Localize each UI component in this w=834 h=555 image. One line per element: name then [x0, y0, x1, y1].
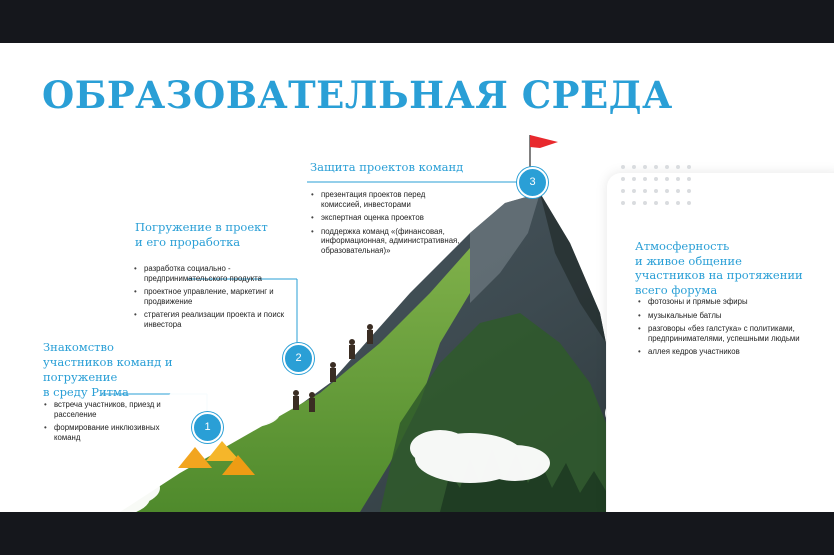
stage-2-list: [132, 264, 292, 334]
stage-2-number: 2: [283, 343, 314, 374]
list-item: • стратегия реализации проекта и поиск инвестора: [132, 310, 292, 329]
stage-1-title: [43, 340, 173, 400]
list-item: • формирование инклюзивных команд: [42, 423, 162, 442]
list-item: • разработка социально - предпринимательского продукта: [132, 264, 292, 283]
slide: [0, 43, 834, 512]
slide-title: ОБРАЗОВАТЕЛЬНАЯ СРЕДА: [42, 73, 673, 117]
stage-title-line: в среду Ритма: [43, 385, 129, 399]
atmosphere-card-title: [635, 239, 803, 297]
stage-1-list: [42, 400, 162, 446]
card-title-line: Атмосферность: [635, 239, 730, 253]
list-item: • фотозоны и прямые эфиры: [636, 297, 816, 307]
list-item: • аллея кедров участников: [636, 347, 816, 357]
stage-title-line: участников команд и: [43, 355, 173, 369]
stage-title-line: погружение: [43, 370, 118, 384]
list-item: • проектное управление, маркетинг и продвижение: [132, 287, 292, 306]
list-item: • экспертная оценка проектов: [309, 213, 467, 223]
stage-title-line: Погружение в проект: [135, 220, 268, 234]
stage-3-number: 3: [517, 167, 548, 198]
list-item: • разговоры «без галстука» с политиками, предпринимателями, успешными людьми: [636, 324, 816, 343]
list-item: • встреча участников, приезд и расселение: [42, 400, 162, 419]
card-title-line: всего форума: [635, 282, 718, 297]
card-title-line: и живое общение: [635, 253, 742, 268]
stage-title-line: Защита проектов команд: [310, 160, 464, 174]
list-item: • презентация проектов перед комиссией, инвесторами: [309, 190, 467, 209]
atmosphere-list: [636, 297, 816, 361]
stage-2-title: [135, 220, 268, 250]
card-title-line: участников на протяжении: [635, 268, 803, 282]
list-item: • музыкальные батлы: [636, 311, 816, 321]
list-item: • поддержка команд «(финансовая, информационная, административная, образовательная)»: [309, 227, 467, 256]
stage-title-line: Знакомство: [43, 340, 114, 354]
dot-grid-decoration: [621, 165, 693, 205]
stage-3-list: [309, 190, 467, 260]
stage-3-title: [310, 160, 463, 175]
stage-1-number: 1: [192, 412, 223, 443]
stage-title-line: и его проработка: [135, 235, 241, 249]
